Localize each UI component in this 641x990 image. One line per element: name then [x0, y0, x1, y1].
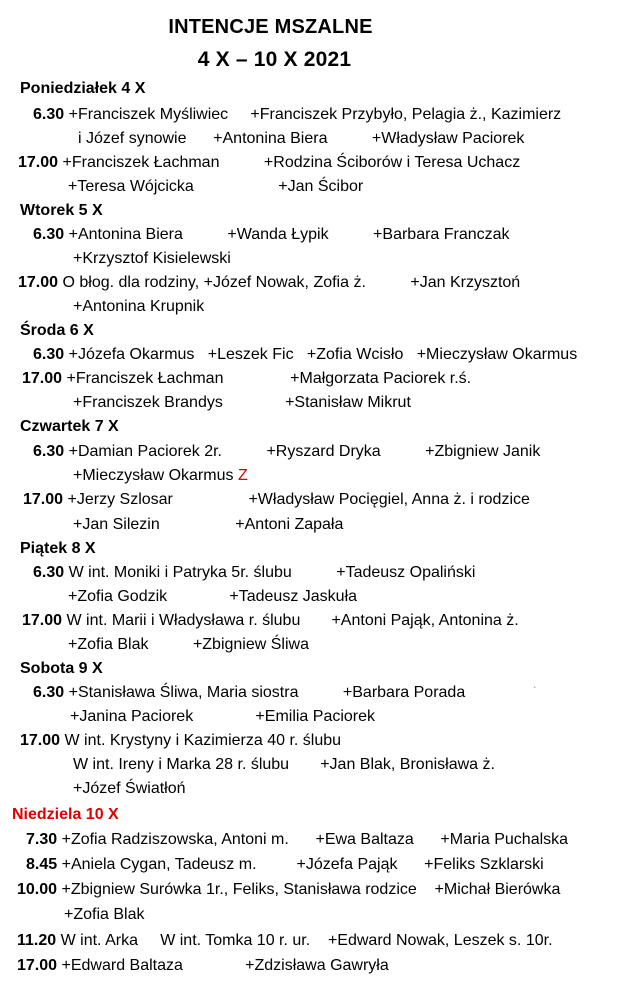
mass-time: 6.30 [33, 226, 65, 243]
intention-continuation: +Krzysztof Kisielewski [73, 250, 231, 267]
mass-line [18, 274, 520, 292]
mass-line [33, 106, 561, 124]
intention-continuation: +Teresa Wójcicka +Jan Ścibor [68, 178, 364, 195]
mass-time: 17.00 [22, 612, 63, 629]
intention-text: W int. Marii i Władysława r. ślubu +Antoni Pająk, Antonina ż. [66, 612, 519, 629]
mass-line [23, 491, 530, 509]
mass-time: 17.00 [17, 957, 58, 974]
day-heading-sunday: Niedziela 10 X [12, 806, 119, 823]
mass-line [20, 732, 341, 750]
mass-time: 6.30 [33, 106, 65, 123]
mass-line [22, 370, 471, 388]
intention-continuation [73, 467, 248, 485]
mass-line [18, 154, 520, 172]
red-mark: Z [237, 467, 248, 484]
mass-time: 10.00 [17, 881, 58, 898]
mass-line [33, 346, 577, 364]
date-range: 4 X – 10 X 2021 [197, 48, 352, 71]
intention-text: +Franciszek Łachman +Małgorzata Paciorek r.ś. [66, 370, 472, 387]
mass-line [22, 612, 519, 630]
intention-text: W int. Krystyny i Kazimierza 40 r. ślubu [64, 732, 342, 749]
intention-text: +Zbigniew Surówka 1r., Feliks, Stanisława rodzice +Michał Bierówka [61, 881, 561, 898]
day-heading: Wtorek 5 X [20, 202, 103, 219]
intention-text: +Jerzy Szlosar +Władysław Pocięgiel, Anna ż. i rodzice [67, 491, 530, 508]
mass-time: 17.00 [18, 154, 59, 171]
intention-text: +Antonina Biera +Wanda Łypik +Barbara Franczak [68, 226, 510, 243]
intention-text: +Franciszek Myśliwiec +Franciszek Przybyło, Pelagia ż., Kazimierz [68, 106, 562, 123]
intention-text: +Damian Paciorek 2r. +Ryszard Dryka +Zbigniew Janik [68, 443, 541, 460]
intention-continuation: +Zofia Godzik +Tadeusz Jaskuła [68, 588, 358, 605]
mass-time: 8.45 [26, 856, 58, 873]
intention-continuation: +Józef Światłoń [73, 780, 186, 797]
intention-continuation: i Józef synowie +Antonina Biera +Władysław Paciorek [78, 130, 525, 147]
mass-time: 17.00 [23, 491, 64, 508]
mass-time: 17.00 [20, 732, 61, 749]
page-title: INTENCJE MSZALNE [168, 16, 373, 38]
intention-text: +Aniela Cygan, Tadeusz m. +Józefa Pająk +Feliks Szklarski [61, 856, 544, 873]
mass-line [17, 957, 389, 975]
mass-line [33, 684, 465, 702]
day-heading: Środa 6 X [20, 322, 94, 339]
day-heading: Sobota 9 X [20, 660, 103, 677]
intention-text: +Stanisława Śliwa, Maria siostra +Barbara Porada [68, 684, 466, 701]
mass-time: 6.30 [33, 684, 65, 701]
intention-text: O błog. dla rodziny, +Józef Nowak, Zofia ż. +Jan Krzysztoń [62, 274, 521, 291]
mass-time: 11.20 [17, 932, 57, 949]
intention-text: +Józefa Okarmus +Leszek Fic +Zofia Wcisło +Mieczysław Okarmus [68, 346, 578, 363]
intention-continuation: +Antonina Krupnik [73, 298, 205, 315]
mass-line [26, 831, 568, 849]
intention-text: W int. Arka W int. Tomka 10 r. ur. +Edward Nowak, Leszek s. 10r. [60, 932, 553, 949]
day-heading: Czwartek 7 X [20, 418, 119, 435]
mass-line [17, 881, 560, 899]
intention-text: +Mieczysław Okarmus [73, 467, 234, 484]
mass-line [17, 932, 553, 950]
mass-time: 6.30 [33, 346, 65, 363]
speck: ` [533, 686, 537, 697]
intention-continuation: +Janina Paciorek +Emilia Paciorek [70, 708, 376, 725]
intention-continuation: +Zofia Blak +Zbigniew Śliwa [68, 636, 309, 653]
mass-time: 17.00 [18, 274, 59, 291]
intention-text: +Edward Baltaza +Zdzisława Gawryła [61, 957, 389, 974]
intention-continuation: W int. Ireny i Marka 28 r. ślubu +Jan Blak, Bronisława ż. [73, 756, 495, 773]
intention-continuation: +Jan Silezin +Antoni Zapała [73, 516, 344, 533]
intention-text: W int. Moniki i Patryka 5r. ślubu +Tadeusz Opaliński [68, 564, 476, 581]
intention-text: +Zofia Radziszowska, Antoni m. +Ewa Baltaza +Maria Puchalska [61, 831, 569, 848]
mass-line [26, 856, 544, 874]
mass-time: 6.30 [33, 443, 65, 460]
mass-line [33, 443, 540, 461]
mass-time: 17.00 [22, 370, 63, 387]
day-heading: Piątek 8 X [20, 540, 96, 557]
intention-continuation: +Franciszek Brandys +Stanisław Mikrut [73, 394, 411, 411]
intention-continuation: +Zofia Blak [64, 906, 145, 923]
mass-time: 6.30 [33, 564, 65, 581]
mass-time: 7.30 [26, 831, 58, 848]
day-heading: Poniedziałek 4 X [20, 80, 146, 97]
mass-line [33, 564, 475, 582]
intention-text: +Franciszek Łachman +Rodzina Ściborów i Teresa Uchacz [62, 154, 521, 171]
mass-line [33, 226, 510, 244]
